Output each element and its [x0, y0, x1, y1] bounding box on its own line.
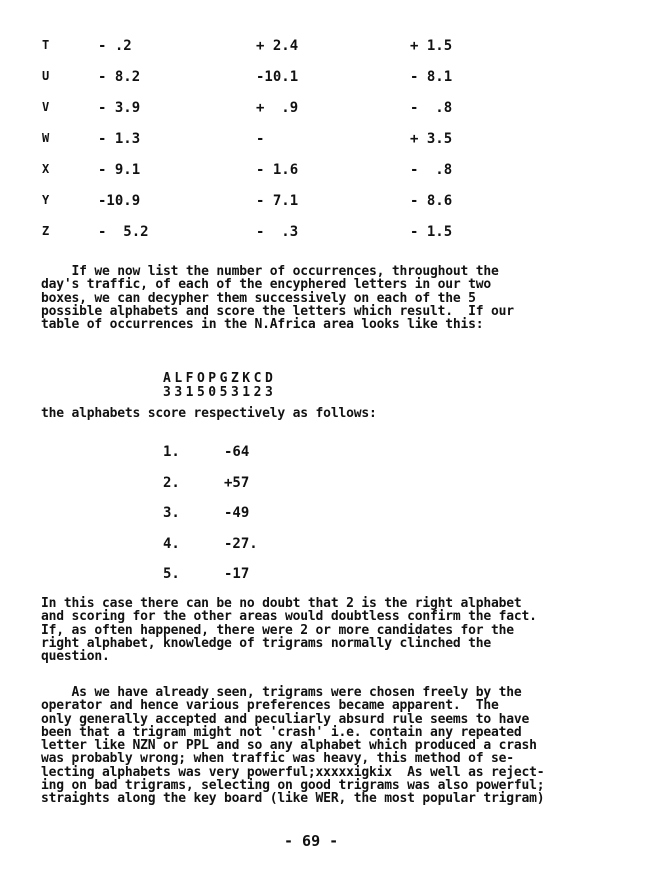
score-col3: + 1.5: [410, 38, 453, 54]
score-row: [0, 189, 650, 220]
score-col1: - 9.1: [98, 162, 141, 178]
row-letter: U: [42, 69, 50, 83]
score-col3: - 1.5: [410, 224, 453, 240]
score-col1: - 5.2: [98, 224, 149, 240]
alphabet-score: -49: [224, 505, 250, 521]
score-col1: - 1.3: [98, 131, 141, 147]
score-col3: - .8: [410, 162, 453, 178]
score-row: [0, 127, 650, 158]
alphabet-score: +57: [224, 474, 250, 491]
row-letter: V: [42, 100, 50, 114]
score-col2: - .3: [256, 224, 299, 240]
score-table: [0, 34, 650, 251]
score-col3: + 3.5: [410, 131, 453, 147]
paragraph-occurrences: If we now list the number of occurrences, throughout the day's traffic, of each of the encyphered letters in our two boxes, we can decypher them successively on each of the 5 possible alphabets and score the letters which result. If our table of occurrences in the N.Africa area looks like this:: [41, 264, 514, 333]
frequency-letters: ALFOPGZKCD: [163, 371, 277, 386]
score-col2: - 7.1: [256, 193, 299, 209]
row-letter: X: [42, 162, 50, 176]
alphabet-score: -17: [224, 566, 250, 582]
score-col1: - 3.9: [98, 100, 141, 116]
page-number: - 69 -: [284, 832, 339, 850]
score-row: [0, 65, 650, 96]
score-col1: -10.9: [98, 193, 141, 209]
score-col3: - .8: [410, 100, 453, 116]
score-col1: - .2: [98, 38, 132, 54]
paragraph-trigrams: As we have already seen, trigrams were chosen freely by the operator and hence various preferences became apparent. The only generally accepted and peculiarly absurd rule seems to have been that a trigram might not 'crash' i.e. contain any repeated letter like NZN or PPL and so any alphabet which produced a crash was probably wrong; when traffic was heavy, this method of se- lecting alphabets was very powerful;xxxxxigkix As well as reject- ing on bad trigrams, selecting on good trigrams was also powerful; straights along the key board (like WER, the most popular trigram): [41, 685, 545, 807]
alphabet-number: 1.: [163, 444, 180, 460]
score-col2: -10.1: [256, 69, 299, 85]
score-col2: -: [256, 131, 265, 147]
paragraph-conclusion: In this case there can be no doubt that 2 is the right alphabet and scoring for the other areas would doubtless confirm the fact. If, as often happened, there were 2 or more candidates for the right alphabet, knowledge of trigrams normally clinched the question.: [41, 596, 537, 665]
score-row: [0, 158, 650, 189]
row-letter: Z: [42, 224, 50, 238]
row-letter: Y: [42, 193, 50, 207]
row-letter: W: [42, 131, 50, 145]
score-col1: - 8.2: [98, 69, 141, 85]
alphabet-number: 2.: [163, 474, 180, 491]
alphabet-number: 5.: [163, 566, 180, 582]
frequency-counts: 3315053123: [163, 385, 277, 400]
score-row: [0, 96, 650, 127]
alphabet-number: 3.: [163, 505, 180, 521]
score-col3: - 8.1: [410, 69, 453, 85]
score-row: [0, 220, 650, 251]
alphabet-score: -64: [224, 444, 250, 460]
score-col3: - 8.6: [410, 193, 453, 209]
alphabet-number: 4.: [163, 535, 180, 552]
row-letter: T: [42, 38, 50, 52]
score-col2: + .9: [256, 100, 299, 116]
score-col2: - 1.6: [256, 162, 299, 178]
alphabet-score: -27.: [224, 535, 258, 552]
score-row: [0, 34, 650, 65]
paragraph-alphabets-score: the alphabets score respectively as follows:: [41, 406, 377, 421]
score-col2: + 2.4: [256, 38, 299, 54]
